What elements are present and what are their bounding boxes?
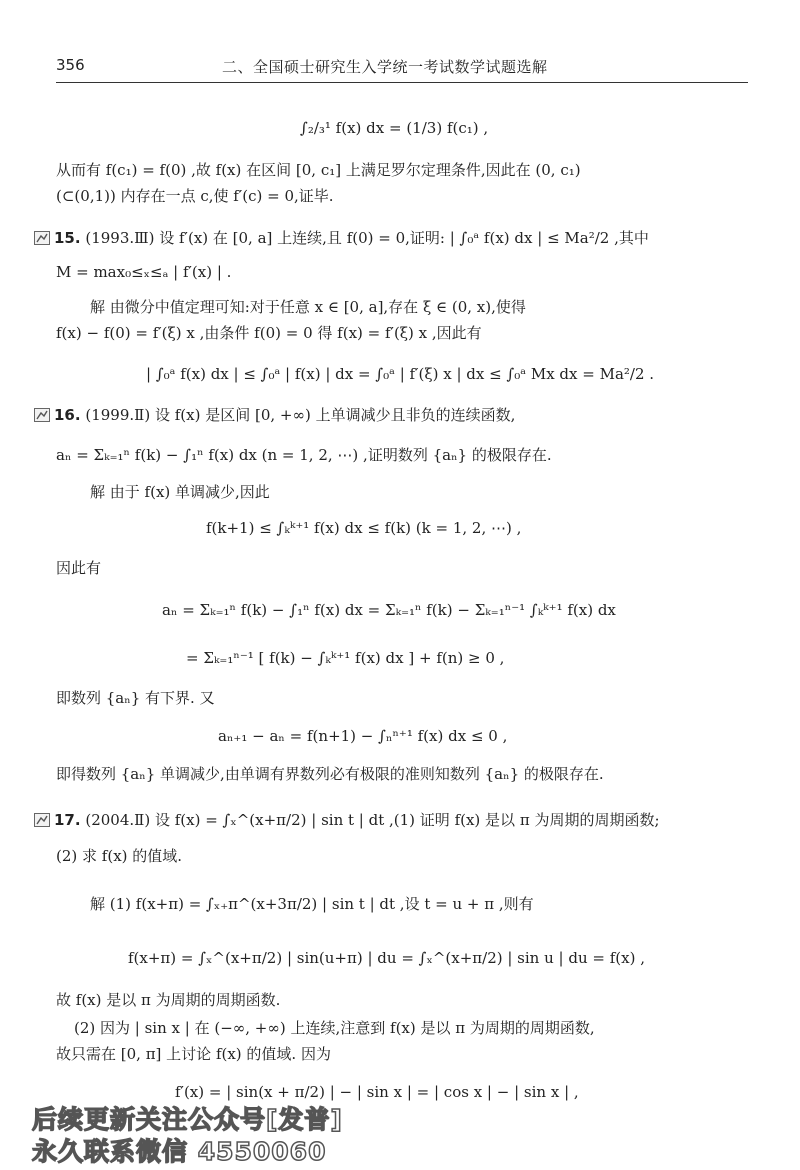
problem-number: 17. xyxy=(54,811,81,829)
formula-line: f(x+π) = ∫ₓ^(x+π/2) | sin(u+π) | du = ∫ₓ^(x+π/2) | sin u | du = f(x) , xyxy=(128,949,645,967)
formula-line: aₙ₊₁ − aₙ = f(n+1) − ∫ₙⁿ⁺¹ f(x) dx ≤ 0 , xyxy=(218,727,508,745)
solution-line: 解 由于 f(x) 单调减少,因此 xyxy=(90,483,270,501)
solution-line: 解 由微分中值定理可知:对于任意 x ∈ [0, a],存在 ξ ∈ (0, x),使得 xyxy=(90,298,526,316)
problem-16 xyxy=(34,405,515,425)
text-line: (2) 求 f(x) 的值域. xyxy=(56,847,183,865)
problem-statement: (1993.Ⅲ) 设 f′(x) 在 [0, a] 上连续,且 f(0) = 0,证明: | ∫₀ᵃ f(x) dx | ≤ Ma²/2 ,其中 xyxy=(85,229,649,247)
problem-number: 15. xyxy=(54,229,81,247)
formula-line: ∫₂/₃¹ f(x) dx = (1/3) f(c₁) , xyxy=(300,119,489,137)
text-line: 从而有 f(c₁) = f(0) ,故 f(x) 在区间 [0, c₁] 上满足罗尔定理条件,因此在 (0, c₁) xyxy=(56,161,581,179)
watermark-line-1: 后续更新关注公众号[发普] xyxy=(32,1105,343,1134)
text-line: 因此有 xyxy=(56,559,102,577)
text-line: aₙ = Σₖ₌₁ⁿ f(k) − ∫₁ⁿ f(x) dx (n = 1, 2, ⋯) ,证明数列 {aₙ} 的极限存在. xyxy=(56,446,552,464)
text-line: (⊂(0,1)) 内存在一点 c,使 f′(c) = 0,证毕. xyxy=(56,187,334,205)
formula-line: f(k+1) ≤ ∫ₖᵏ⁺¹ f(x) dx ≤ f(k) (k = 1, 2, ⋯) , xyxy=(206,519,522,537)
formula-line: aₙ = Σₖ₌₁ⁿ f(k) − ∫₁ⁿ f(x) dx = Σₖ₌₁ⁿ f(k) − Σₖ₌₁ⁿ⁻¹ ∫ₖᵏ⁺¹ f(x) dx xyxy=(162,601,616,619)
text-line: M = max₀≤ₓ≤ₐ | f′(x) | . xyxy=(56,263,232,281)
header-rule xyxy=(56,82,748,83)
text-line: 即数列 {aₙ} 有下界. 又 xyxy=(56,689,215,707)
watermark-line-2: 永久联系微信 4550060 xyxy=(32,1137,327,1166)
problem-statement: (1999.Ⅱ) 设 f(x) 是区间 [0, +∞) 上单调减少且非负的连续函数, xyxy=(85,406,516,424)
text-line: 故 f(x) 是以 π 为周期的周期函数. xyxy=(56,991,281,1009)
problem-17 xyxy=(34,810,660,830)
problem-marker-icon xyxy=(34,231,50,245)
running-title: 二、全国硕士研究生入学统一考试数学试题选解 xyxy=(222,58,548,76)
text-line: 即得数列 {aₙ} 单调减少,由单调有界数列必有极限的准则知数列 {aₙ} 的极限存在. xyxy=(56,765,604,783)
solution-line: f(x) − f(0) = f′(ξ) x ,由条件 f(0) = 0 得 f(x) = f′(ξ) x ,因此有 xyxy=(56,324,482,342)
problem-15 xyxy=(34,228,649,248)
page-number: 356 xyxy=(56,56,85,74)
solution-line: 解 (1) f(x+π) = ∫ₓ₊π^(x+3π/2) | sin t | dt ,设 t = u + π ,则有 xyxy=(90,895,534,913)
problem-marker-icon xyxy=(34,813,50,827)
problem-statement: (2004.Ⅱ) 设 f(x) = ∫ₓ^(x+π/2) | sin t | dt ,(1) 证明 f(x) 是以 π 为周期的周期函数; xyxy=(85,811,660,829)
text-line: (2) 因为 | sin x | 在 (−∞, +∞) 上连续,注意到 f(x) 是以 π 为周期的周期函数, xyxy=(74,1019,595,1037)
formula-line: f′(x) = | sin(x + π/2) | − | sin x | = | cos x | − | sin x | , xyxy=(175,1083,579,1101)
text-line: 故只需在 [0, π] 上讨论 f(x) 的值域. 因为 xyxy=(56,1045,331,1063)
problem-marker-icon xyxy=(34,408,50,422)
problem-number: 16. xyxy=(54,406,81,424)
formula-line: = Σₖ₌₁ⁿ⁻¹ [ f(k) − ∫ₖᵏ⁺¹ f(x) dx ] + f(n) ≥ 0 , xyxy=(186,649,505,667)
formula-line: | ∫₀ᵃ f(x) dx | ≤ ∫₀ᵃ | f(x) | dx = ∫₀ᵃ | f′(ξ) x | dx ≤ ∫₀ᵃ Mx dx = Ma²/2 . xyxy=(146,365,655,383)
